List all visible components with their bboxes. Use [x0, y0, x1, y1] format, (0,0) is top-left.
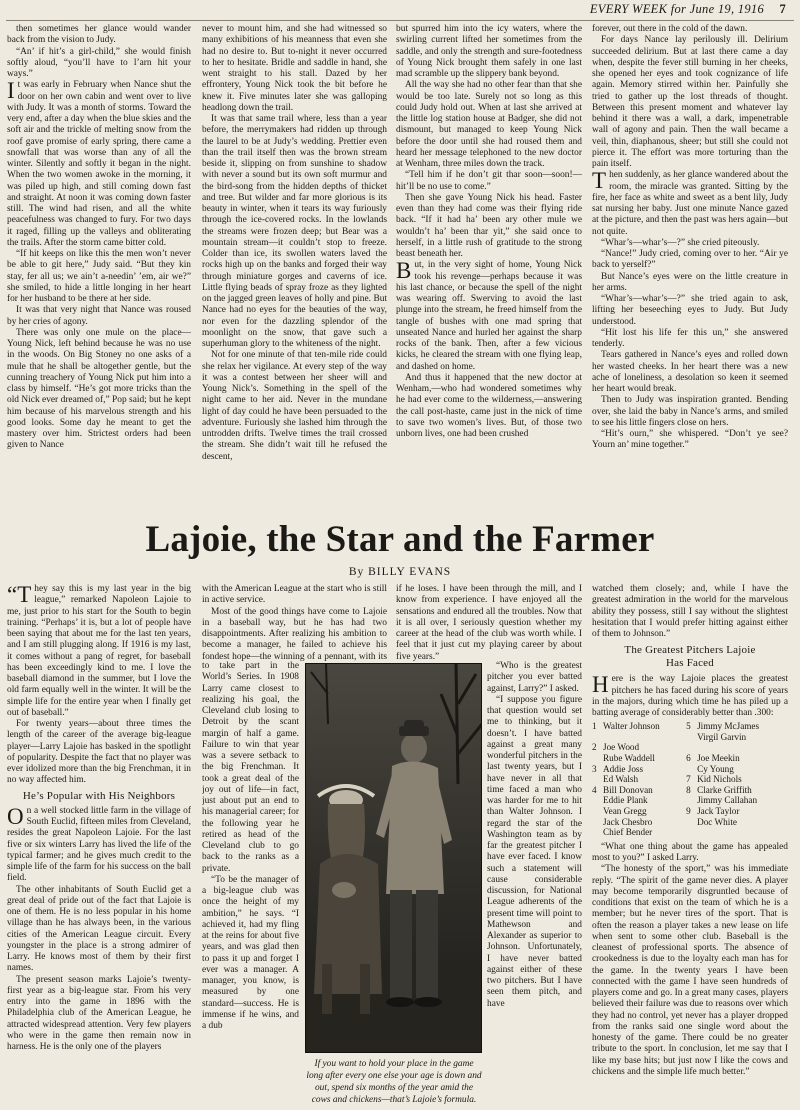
- article-column-1: [7, 584, 191, 1108]
- paragraph: [592, 170, 788, 238]
- article-byline: By BILLY EVANS: [348, 566, 452, 578]
- drop-cap: T: [592, 168, 607, 194]
- article-column-3-narrow: [487, 661, 582, 1108]
- article-col2-paragraph: Most of the good things have come to Lajoie in a baseball way, but he has had two disappointments. After realizing his ambition to become a manager, he failed to achieve his fondest hope—the winning of a pennant, with its: [202, 606, 387, 661]
- article-col1-top: [7, 584, 191, 787]
- pitcher-name: Ed Walsh: [603, 774, 639, 785]
- paragraph: Then she gave Young Nick his head. Faster even than they had come was their flying ride back. “If it had ha’ been ary other mule we wouldn’t ha’ been thar yit,” she said once to herself, in a little rush of gratitude to the strong beast beneath her.: [396, 192, 582, 259]
- drop-cap: B: [396, 258, 412, 284]
- pitcher-rank: 9: [686, 806, 691, 816]
- pitcher-name: Joe Meekin: [697, 753, 740, 764]
- pitcher-row: [592, 774, 788, 785]
- paragraph: But Nance’s eyes were on the little creature in her arms.: [592, 271, 788, 293]
- pitchers-list: [592, 721, 788, 838]
- paragraph: forever, out there in the cold of the dawn.: [592, 24, 748, 34]
- pitcher-name: Eddie Plank: [603, 795, 648, 806]
- story-column-3: [396, 24, 582, 508]
- story-col2-paragraphs: [202, 24, 387, 463]
- story-column-1: [7, 24, 191, 508]
- article-column-4: [592, 584, 788, 1108]
- paragraph: The present season marks Lajoie’s twenty-first year as a big-league star. From his very entry into the game in 1896 with the Philadelphia club of the American League, he attracted widespread attention. Very few players who were in the game then remain now in harness. He is the only one of the players: [7, 974, 191, 1052]
- pitcher-row: [592, 732, 788, 743]
- article-col3-opening: if he loses. I have been through the mill, and I know from experience. I have enjoyed all the sensations and endured all the troubles. Now that it is all over, I seriously question whether my career at the head of the club was worth while. I feel that it just cut my playing career by about five years.”: [396, 584, 582, 661]
- pitcher-rank: [592, 827, 603, 838]
- paragraph: “An’ if hit’s a girl-child,” she would finish softly aloud, “you’ll have to l’arn hit your ways.”: [7, 46, 191, 79]
- pitcher-rank: 3: [592, 763, 597, 774]
- subhead-neighbors: He’s Popular with His Neighbors: [22, 789, 176, 802]
- paragraph: “Tell him if he don’t git thar soon—soon!—hit’ll be no use to come.”: [396, 170, 582, 192]
- paragraph-text: ut, in the very sight of home, Young Nick took his revenge—perhaps because it was his last chance, or because the spell of the night was wearing off. Swerving to avoid the last plunge into the stream, he freed himself from the tangle of bushes with one mad spring that unseated Nance and hurled her against the sharp rocks of the bank. Then, after a few vicious kicks, he cleared the stream with one flying leap, and dashed on home.: [396, 260, 582, 372]
- article-col2-narrow-paragraphs: [202, 661, 299, 1032]
- paragraph: Tears gathered in Nance’s eyes and rolled down her wasted cheeks. In her heart there was a new ache of loneliness, a desolation so keen it seemed her heart would break.: [592, 350, 788, 394]
- pitcher-name: Jimmy McJames: [697, 721, 760, 732]
- paragraph: And thus it happened that the new doctor at Wenham,—who had wondered sometimes why he had ever come to the wilderness,—answering the call post-haste, came just in the nick of time to save two women’s lives. But, of those two unborn lives, one had been crushed: [396, 372, 582, 439]
- pitcher-name: Walter Johnson: [603, 721, 660, 732]
- pitcher-row: [592, 817, 788, 828]
- story-column-2: [202, 24, 387, 508]
- pitcher-rank: [592, 732, 603, 743]
- drop-cap: H: [592, 672, 609, 698]
- pitcher-name: Jack Taylor: [697, 806, 740, 816]
- pitcher-row: [592, 742, 788, 753]
- paragraph: [396, 260, 582, 373]
- paragraph: but spurred him into the icy waters, where the swirling current lifted her sometimes from the saddle, and only the strength and sure-footedness of Young Nick brought them safely in one last mad scramble up the slippery bank beyond.: [396, 24, 582, 79]
- paragraph: Then to Judy was inspiration granted. Bending over, she laid the baby in Nance’s arms, and smiled to see his little fingers close on hers.: [592, 395, 788, 428]
- paragraph: For days Nance lay perilously ill. Delirium succeeded delirium. But at last there came a day when, despite the fever still burning in her cheeks, she opened her eyes and took cognizance of life again. Memory stirred within her. Painfully she tried to gather up the lost threads of thought. Between this present moment and whatever lay behind it there was a wall, a dark, impenetrable wall of agony and pain. Then the wall became a veil, thin, diaphanous, sheer; but still she could not pierce it. The effort was more torturing than the pain itself.: [592, 35, 788, 169]
- drop-cap: “T: [7, 584, 32, 607]
- paragraph-text: ere is the way Lajoie places the greatest pitchers he has faced during his score of years in the majors, during which time he has piled up a batting average of considerably better than .300:: [592, 674, 788, 718]
- pitcher-rank: [592, 806, 603, 817]
- paragraph: [7, 803, 191, 885]
- paragraph: Not for one minute of that ten-mile ride could she relax her vigilance. At every step of the way it was a contest between her sheer will and Young Nick’s. Something in the spell of the night came to her aid. Never in the mundane light of day could he have been persuaded to the adventure. Furiously she lashed him through the untrodden drifts. Twelve times the trail crossed the stream. She didn’t wait till he refused the descent,: [202, 350, 387, 462]
- subhead-pitchers-line-2: Has Faced: [666, 657, 714, 670]
- pitcher-name: Cy Young: [697, 763, 734, 774]
- paragraph: “To be the manager of a big-league club was once the height of my ambition,” he says. “I achieved it, had my fling at the reins for about five years, and was glad then to pass it up and forget I ever was a manager. A manager, you know, is measured by one standard—success. He is immense if he wins, and a dub: [202, 874, 299, 1031]
- running-header: [0, 2, 786, 20]
- pitcher-name: Virgil Garvin: [697, 731, 747, 742]
- pitcher-name: Clarke Griffith: [697, 784, 752, 795]
- article-title: Lajoie, the Star and the Farmer: [145, 519, 655, 560]
- pitcher-rank: 7: [686, 774, 691, 785]
- pitcher-name: Bill Donovan: [603, 784, 653, 795]
- paragraph: It was that very night that Nance was roused by her cries of agony.: [7, 305, 191, 327]
- paragraph: All the way she had no other fear than that she would be too late. Surely not so long as this could Judy hold out. When at last she arrived at the little log station house at Badger, she did not dismount, but managed to keep Young Nick before the door until she had roused them and heard her message telephoned to the new doctor at Wenham, three miles down the track.: [396, 80, 582, 169]
- story-col4-paragraphs: [592, 24, 788, 452]
- pitcher-rank: [686, 742, 697, 753]
- pitcher-name: Jack Chesbro: [603, 816, 653, 827]
- paragraph: There was only one mule on the place—Young Nick, left behind because he was no use in the woods. On Big Stoney no one asks of a mule that he shall be altogether gentle, but the cunning treachery of Young Nick put him into a class by himself. “He’s got more tricks than the old Nick ever dreamed of,” Pop said; but he kept him because of his marvelous strength and his good looks. Some day he meant to get the mastery over him. Strictest orders had been given to Nance: [7, 327, 191, 451]
- pitcher-row: [592, 764, 788, 775]
- paragraph: For twenty years—about three times the length of the career of the average big-league player—Larry Lajoie has basked in the spotlight of popularity. Despite the fact that no player was ever idolized more than the big Frenchman, it in no way affected him.: [7, 719, 191, 786]
- pitcher-name: [697, 742, 788, 753]
- pitcher-rank: [592, 795, 603, 806]
- pitcher-rank: 1: [592, 721, 597, 732]
- article-col4-rest: [592, 842, 788, 1078]
- paragraph: then sometimes her glance would wander back from the vision to Judy.: [7, 24, 191, 46]
- paragraph-text: t was early in February when Nance shut the door on her own cabin and went over to live with Judy. It was a month of storms. Toward the very end, after a day when the blue skies and the soft air and the trickle of melting snow from the roof gave promise of early spring, there came a snowfall that was worse than any of all the winter. Silently and softly it began in the night. When the two women awoke in the morning, it was piled up high, and still coming down fast and straight. At noon it was coming down faster still. The wind had risen, and all the white peacefulness was changed to fury. For two days it raged, filling up the valleys and obliterating the trails. After the storm came bitter cold.: [7, 80, 191, 248]
- farm-photo-illustration: [306, 664, 482, 1053]
- article-col4-opening: watched them closely; and, while I have the greatest admiration in the world for the marvelous ability they possess, still I say without the slightest hesitation that I would prefer hitting against either of them to Johnson.”: [592, 584, 788, 639]
- paragraph: “Whar’s—whar’s—?” she tried again to ask, lifting her beseeching eyes to Judy. But Judy understood.: [592, 294, 788, 327]
- pitcher-name: Rube Waddell: [603, 753, 655, 764]
- pitcher-rank: [592, 817, 603, 828]
- pitcher-row: [592, 827, 788, 838]
- paragraph-text: hey say this is my last year in the big league,” remarked Napoleon Lajoie to me, just prior to his start for the South to begin training. “Perhaps’ it is, but a lot of people have been saying that about me for the last ten years, and I am still plugging along. If 1916 is my last, it comes without a pang of regret, for baseball has been exceedingly kind to me. I love the baseball diamond in the summer, but I love the old farm equally well in the winter. It will be the simple life for the entire year when I finally get out of baseball.”: [7, 584, 191, 718]
- pitcher-name: Kid Nichols: [697, 774, 742, 785]
- issue-date: June 19, 1916: [689, 2, 764, 16]
- pitcher-row: [592, 785, 788, 796]
- paragraph: “Nance!” Judy cried, coming over to her. “Air ye back to yerself?”: [592, 249, 788, 271]
- pitcher-rank: 2: [592, 742, 597, 753]
- subhead-pitchers-line-1: The Greatest Pitchers Lajoie: [624, 644, 756, 657]
- paragraph-text: hen suddenly, as her glance wandered about the room, the miracle was granted. Sitting by the fire, her face as white and sweet as a bent lily, Judy sat nursing her baby. Just one minute Nance gazed at the picture, and then the past was hers again—but not quite.: [592, 170, 788, 237]
- paragraph: “Who is the greatest pitcher you ever batted against, Larry?” I asked.: [487, 661, 582, 694]
- pitcher-row: [592, 806, 788, 817]
- pitchers-list-body: [592, 721, 788, 838]
- pitcher-row: [592, 753, 788, 764]
- pitcher-rank: 5: [686, 721, 691, 732]
- pitcher-name: Addie Joss: [603, 763, 644, 774]
- story-col3-paragraphs: [396, 24, 582, 440]
- article-column-3-top: [396, 584, 582, 661]
- paragraph: [7, 80, 191, 249]
- magazine-name: EVERY WEEK: [589, 2, 668, 16]
- pitcher-name: Jimmy Callahan: [697, 795, 758, 806]
- header-rule: [6, 20, 794, 21]
- article-col3-narrow-paragraphs: [487, 661, 582, 1010]
- pitcher-rank: [686, 732, 697, 743]
- for-word: for: [670, 2, 687, 16]
- paragraph: “Hit’s ourn,” she whispered. “Don’t ye see? Yourn an’ mine together.”: [592, 429, 788, 451]
- pitcher-rank: [592, 774, 603, 785]
- article-col1-bottom: [7, 803, 191, 1054]
- pitcher-rank: 6: [686, 753, 691, 764]
- story-col1-paragraphs: [7, 24, 191, 452]
- farm-photo: [305, 663, 482, 1053]
- drop-cap: O: [7, 803, 24, 829]
- pitcher-rank: 8: [686, 784, 691, 795]
- story-column-4: [592, 24, 788, 508]
- pitcher-rank: 4: [592, 784, 597, 795]
- article-col4-intro: [592, 674, 788, 719]
- article-column-2-top: [202, 584, 387, 661]
- pitcher-name: Doc White: [697, 816, 737, 827]
- pitcher-name: [603, 732, 686, 743]
- paragraph: to take part in the World’s Series. In 1908 Larry came closest to realizing his goal, the Cleveland club losing to Detroit by the scant margin of half a game. Failure to win that year was a severe setback to the big Frenchman. It took a great deal of the joy out of life—in fact, just about put an end to his managerial career; for the following year he retired as head of the Cleveland club to go back to the ranks as a private.: [202, 661, 299, 874]
- drop-cap: I: [7, 78, 15, 104]
- paragraph-text: n a well stocked little farm in the village of South Euclid, fifteen miles from Cleveland, resides the great Napoleon Lajoie. For the last five or six winters Larry has lived the life of the typical farmer; and he gives much credit to the simple life of the farm for his success on the ball field.: [7, 805, 191, 884]
- pitcher-name: Chief Bender: [603, 827, 653, 838]
- page-number: 7: [779, 2, 786, 16]
- pitcher-row: [592, 795, 788, 806]
- paragraph: “I suppose you figure that question would set me to thinking, but it doesn’t. I have batted against a great many wonderful pitchers in the last twenty years, but I have never in all that time faced a man who was harder for me to hit than Walter Johnson. I regard the star of the Washington team as by far the greatest pitcher I have ever faced. I know such a statement will cause considerable discussion, for National League adherents of the present time will point to Mathewson and Alexander as superior to Johnson. Unfortunately, I have never batted against either of these two pitchers. But I have seen them pitch, and have: [487, 694, 582, 1009]
- article-col2-opening: with the American League at the start who is still in active service.: [202, 584, 387, 606]
- photo-caption: If you want to hold your place in the game long after every one else your age is down and out, spend six months of the year amid the cows and chickens—that’s Lajoie’s formula.: [306, 1059, 482, 1105]
- pitcher-row: [592, 721, 788, 732]
- paragraph: “Whar’s—whar’s—?” she cried piteously.: [601, 237, 760, 248]
- pitcher-rank: [686, 817, 697, 828]
- paragraph: The other inhabitants of South Euclid get a great deal of pride out of the fact that Lajoie is one of them. He is no less popular in his home village than he has always been, in the various cities of the American League circuit. Every youngster in the place is a strong admirer of Larry. He knows most of them by their first names.: [7, 884, 191, 974]
- article-column-2-narrow: [202, 661, 299, 1108]
- paragraph: “The honesty of the sport,” was his immediate reply. “The spirit of the game never dies. A player may become temporarily disgruntled because of conditions that exist on the team of which he is a member; but he never tires of the sport. That is often the reason a player takes a new lease on life when sent to some other club. Baseball is the cleanest of professional sports. The absence of crookedness is due to the loyalty each man has for the game. In the twenty years I have been connected with the game I have seen hundreds of players come and go. In a great many cases, players believed their failure was due to reasons over which they had no control, yet never has a player dropped from the ranks said one single word about the honesty of the game. There could be no greater tribute to the sport. In conclusion, let me say that I like my base hits; but just now I like the cows and chickens and the simple life much better.”: [592, 864, 788, 1077]
- pitcher-name: Joe Wood: [603, 742, 640, 753]
- pitcher-rank: [686, 764, 697, 775]
- pitcher-rank: [686, 827, 697, 838]
- paragraph: [592, 674, 788, 719]
- paragraph: [7, 584, 191, 719]
- paragraph: “If hit keeps on like this the men won’t never be able to git here,” Judy said. “But they kin stay, fer all us; we ain’t a-needin’ ’em, air we?” she smiled, to hide a little longing in her heart for her husband to be there at her side.: [7, 249, 191, 304]
- pitcher-name: [697, 827, 788, 838]
- paragraph: “What one thing about the game has appealed most to you?” I asked Larry.: [592, 841, 788, 864]
- paragraph: It was that same trail where, less than a year before, the merrymakers had ridden up through the laurel to be at Judy’s wedding. Prettier even than the trail itself then was the brown stream beside it, slipping on from sunshine to shadow with never a sound but its own soft murmur and the bird-song from the hidden depths of thicket and tree. But wilder and far more glorious is its beauty in winter, when it tears its way furiously through the ice-covered rocks. In the lowlands the streams were frozen deep; but Bear was a mountain stream—it couldn’t stop to freeze. Colder than ice, its swollen waters laved the rocks high up on the banks and forged their way through miniature gorges and caverns of ice. Little flying beads of spray froze as they lighted on the jagged green leaves of holly and pine. But Nance had no eyes for the beauties of the way, nor even for the dazzling splendor of the moonlight on the snow, that gave such a superhuman glory to the whiteness of the night.: [202, 114, 387, 349]
- pitcher-rank: [592, 753, 603, 764]
- pitcher-rank: [686, 795, 697, 806]
- paragraph: never to mount him, and she had witnessed so many exhibitions of his meanness that even she had no desire to. But to-night it never occurred to her to hesitate. Bridle and saddle in hand, she went straight to his stall. Dazed by her effrontery, Young Nick took the bit before he knew it. Five minutes later she was galloping headlong down the trail.: [202, 24, 387, 113]
- pitcher-name: Vean Gregg: [603, 806, 647, 816]
- subhead-greatest-pitchers: [592, 644, 788, 670]
- paragraph: “Hit lost his life fer this un,” she answered tenderly.: [592, 327, 788, 349]
